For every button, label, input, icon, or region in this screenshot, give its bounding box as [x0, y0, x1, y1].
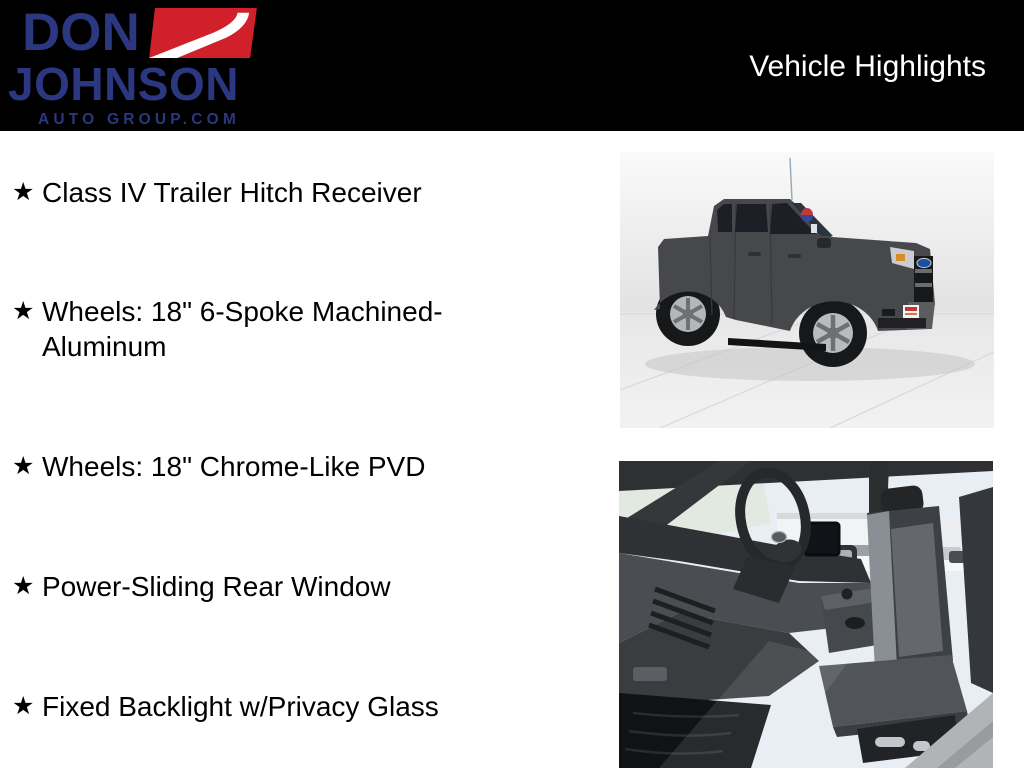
- star-bullet-icon: ★: [12, 178, 35, 206]
- star-bullet-icon: ★: [12, 692, 35, 720]
- logo-word-johnson: JOHNSON: [8, 58, 239, 110]
- front-wheel: [799, 299, 867, 367]
- door-handle: [748, 252, 761, 256]
- road-flag-icon: [149, 8, 257, 58]
- ford-oval-badge: [772, 532, 787, 543]
- logo-word-don: DON: [22, 3, 140, 62]
- header-bar: [0, 0, 1024, 131]
- truck-interior-illustration: [619, 461, 993, 768]
- feature-item-2: [12, 294, 512, 364]
- logo-row-1: [22, 3, 258, 62]
- dash-badge: [633, 667, 667, 681]
- feature-text: Fixed Backlight w/Privacy Glass: [42, 691, 439, 722]
- feature-text: Class IV Trailer Hitch Receiver: [42, 177, 422, 208]
- ford-oval-badge: [917, 258, 931, 267]
- star-bullet-icon: ★: [12, 572, 35, 600]
- page-title: Vehicle Highlights: [749, 50, 986, 83]
- star-bullet-icon: ★: [12, 452, 35, 480]
- truck-interior-photo: [619, 461, 993, 768]
- feature-text: Power-Sliding Rear Window: [42, 571, 391, 602]
- dealer-plate: [903, 305, 919, 318]
- door-handle: [788, 254, 801, 258]
- feature-item-5: [12, 689, 439, 724]
- front-grille: [914, 256, 933, 302]
- feature-item-3: [12, 449, 425, 484]
- star-bullet-icon: ★: [12, 297, 35, 325]
- feature-item-1: [12, 175, 422, 210]
- feature-item-4: [12, 569, 391, 604]
- shifter-knob: [842, 589, 853, 600]
- logo-tagline: AUTO GROUP.COM: [38, 111, 241, 128]
- truck-exterior-illustration: [620, 152, 994, 428]
- dealer-logo: [8, 3, 258, 129]
- feature-text: Wheels: 18" Chrome-Like PVD: [42, 451, 426, 482]
- truck-exterior-photo: [620, 152, 994, 428]
- seat-adjust-control: [875, 737, 905, 747]
- side-mirror: [817, 238, 831, 248]
- feature-text: Wheels: 18" 6-Spoke Machined-Aluminum: [42, 296, 443, 362]
- cup-holder: [845, 617, 865, 629]
